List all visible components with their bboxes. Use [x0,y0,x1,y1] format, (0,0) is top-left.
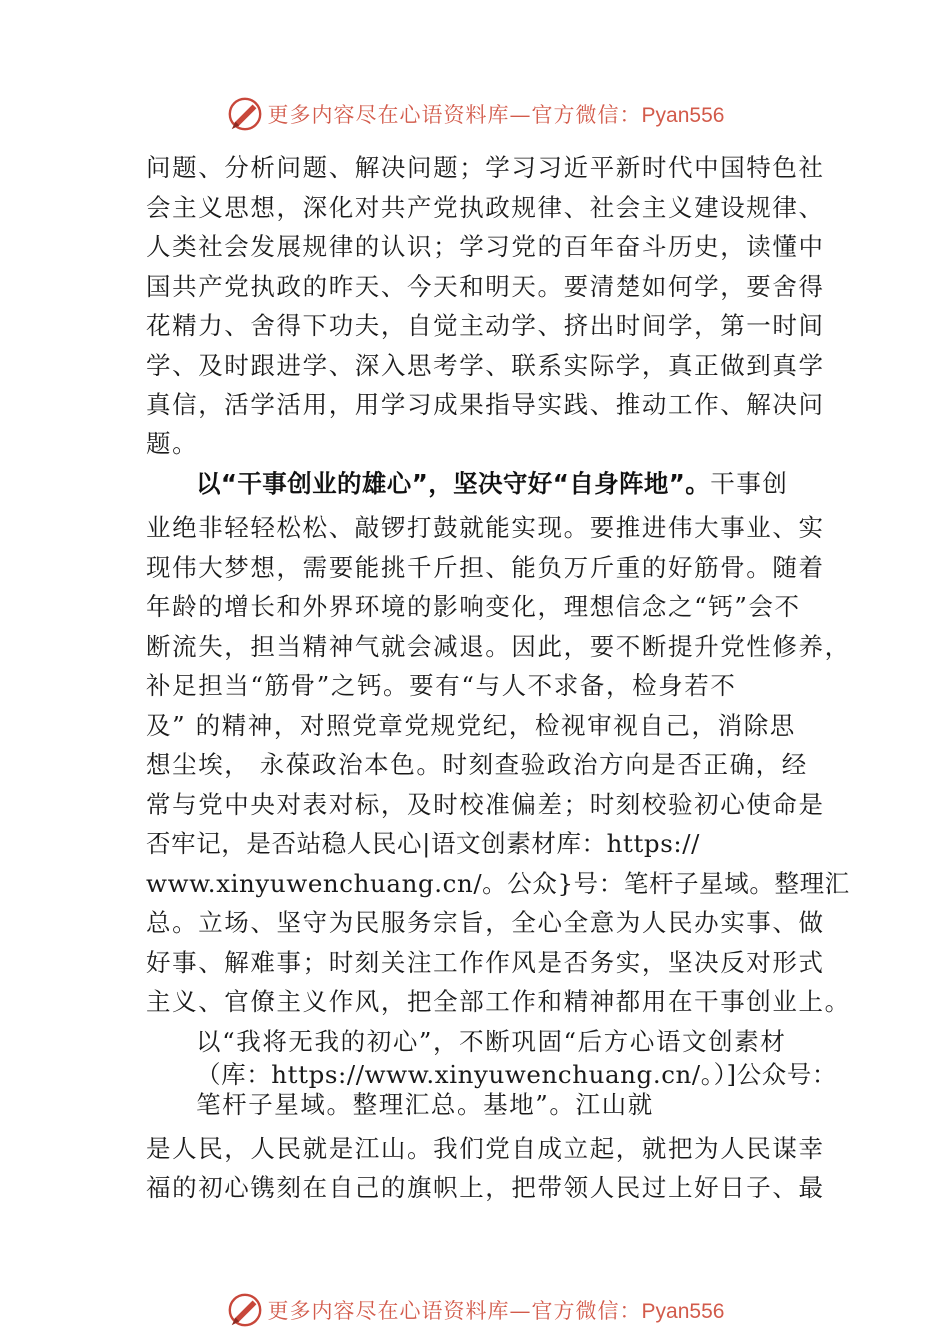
text-line: 断流失，担当精神气就会减退。因此，要不断提升党性修养， [146,632,851,661]
text-line: 补足担当“筋骨”之钙。要有“与人不求备，检身若不 [146,671,737,700]
text-line: 会主义思想，深化对共产党执政规律、社会主义建设规律、 [146,193,825,222]
text-line: 人类社会发展规律的认识；学习党的百年奋斗历史，读懂中 [146,232,825,261]
footer-text: 更多内容尽在心语资料库—官方微信：Pyan556 [267,1299,725,1323]
text-line: （库：https://www.xinyuwenchuang.cn/。）]公众号： [196,1060,838,1089]
text-line: 常与党中央对表对标，及时校准偏差；时刻校验初心使命是 [146,790,825,819]
text-line: 问题、分析问题、解决问题；学习习近平新时代中国特色社 [146,153,825,182]
pen-logo-icon [226,1291,264,1329]
text-line: 花精力、舍得下功夫，自觉主动学、挤出时间学，第一时间 [146,311,825,340]
text-line: 题。 [146,429,199,458]
header-text: 更多内容尽在心语资料库—官方微信：Pyan556 [267,103,725,127]
text-line: 年龄的增长和外界环境的影响变化，理想信念之“钙”会不 [146,592,801,621]
text-line: 是人民，人民就是江山。我们党自成立起，就把为人民谋幸 [146,1134,825,1163]
paragraph-heading-line [196,469,789,499]
text-line: 否牢记，是否站稳人民心|语文创素材库：https:// [146,829,700,858]
text-line: 以“我将无我的初心”，不断巩固“后方心语文创素材 [196,1027,787,1056]
header-banner [0,92,950,136]
text-line: 现伟大梦想，需要能挑千斤担、能负万斤重的好筋骨。随着 [146,553,825,582]
text-line: 想尘埃， 永葆政治本色。时刻查验政治方向是否正确，经 [146,750,808,779]
text-line: 真信，活学活用，用学习成果指导实践、推动工作、解决问 [146,390,825,419]
paragraph-heading: 以“干事创业的雄心”，坚决守好“自身阵地”。 [196,469,711,498]
text-line: 主义、官僚主义作风，把全部工作和精神都用在干事创业上。 [146,987,851,1016]
text-line: 好事、解难事；时刻关注工作作风是否务实，坚决反对形式 [146,948,825,977]
text-line: 及” 的精神，对照党章党规党纪，检视审视自己，消除思 [146,711,796,740]
footer-wechat-id: Pyan556 [641,1300,725,1323]
text-line: 国共产党执政的昨天、今天和明天。要清楚如何学，要舍得 [146,272,825,301]
text-line: www.xinyuwenchuang.cn/。公众}号：笔杆子星域。整理汇 [146,869,850,898]
text-line: 笔杆子星域。整理汇总。基地”。江山就 [196,1090,654,1119]
text-line: 总。立场、坚守为民服务宗旨，全心全意为人民办实事、做 [146,908,825,937]
pen-logo-icon [226,95,264,133]
paragraph-heading-tail: 干事创 [710,469,789,498]
text-line: 业绝非轻轻松松、敲锣打鼓就能实现。要推进伟大事业、实 [146,513,825,542]
footer-banner [0,1288,950,1332]
text-line: 福的初心镌刻在自己的旗帜上，把带领人民过上好日子、最 [146,1173,825,1202]
text-line: 学、及时跟进学、深入思考学、联系实际学，真正做到真学 [146,351,825,380]
header-wechat-id: Pyan556 [641,104,725,127]
